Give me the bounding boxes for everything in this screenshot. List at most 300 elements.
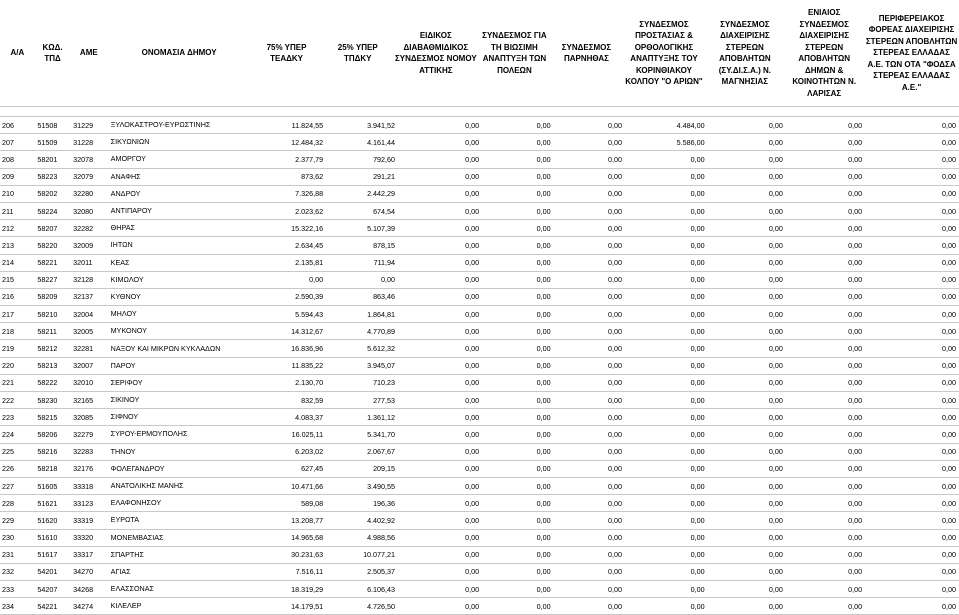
table-row — [0, 134, 959, 151]
cell-sustainable-cities: 0,00 — [482, 477, 553, 494]
cell-attica-association: 0,00 — [398, 202, 482, 219]
cell-ame: 32078 — [71, 151, 109, 168]
cell-sterea-fodsa: 0,00 — [865, 563, 959, 580]
cell-aa: 216 — [0, 288, 35, 305]
cell-larisa-waste: 0,00 — [786, 323, 865, 340]
cell-sustainable-cities: 0,00 — [482, 546, 553, 563]
cell-parnitha: 0,00 — [554, 340, 625, 357]
cell-larisa-waste: 0,00 — [786, 581, 865, 598]
cell-ame: 32128 — [71, 271, 109, 288]
cell-teadky: 14.179,51 — [254, 598, 326, 615]
cell-larisa-waste: 0,00 — [786, 271, 865, 288]
cell-tpdky: 792,60 — [326, 151, 398, 168]
cell-municipality-name: ΚΙΜΩΛΟΥ — [109, 271, 254, 288]
cell-aa: 208 — [0, 151, 35, 168]
table-row — [0, 151, 959, 168]
cell-sterea-fodsa: 0,00 — [865, 254, 959, 271]
cell-teadky: 2.634,45 — [254, 237, 326, 254]
cell-sterea-fodsa: 0,00 — [865, 237, 959, 254]
cell-sterea-fodsa: 0,00 — [865, 426, 959, 443]
data-table — [0, 116, 959, 615]
cell-attica-association: 0,00 — [398, 477, 482, 494]
cell-tpd-code: 51620 — [35, 512, 71, 529]
cell-larisa-waste: 0,00 — [786, 185, 865, 202]
cell-magnisia-waste: 0,00 — [708, 306, 786, 323]
cell-sustainable-cities: 0,00 — [482, 185, 553, 202]
cell-larisa-waste: 0,00 — [786, 426, 865, 443]
cell-ame: 33320 — [71, 529, 109, 546]
cell-sterea-fodsa: 0,00 — [865, 323, 959, 340]
cell-aa: 230 — [0, 529, 35, 546]
cell-ame: 32176 — [71, 460, 109, 477]
cell-sterea-fodsa: 0,00 — [865, 512, 959, 529]
cell-teadky: 15.322,16 — [254, 220, 326, 237]
cell-teadky: 18.319,29 — [254, 581, 326, 598]
cell-tpdky: 863,46 — [326, 288, 398, 305]
cell-municipality-name: ΣΙΚΥΩΝΙΩΝ — [109, 134, 254, 151]
cell-attica-association: 0,00 — [398, 460, 482, 477]
cell-magnisia-waste: 0,00 — [708, 357, 786, 374]
cell-ame: 32283 — [71, 443, 109, 460]
cell-korinthiakos-arion: 0,00 — [625, 529, 708, 546]
cell-municipality-name: ΕΥΡΩΤΑ — [109, 512, 254, 529]
cell-sustainable-cities: 0,00 — [482, 598, 553, 615]
cell-magnisia-waste: 0,00 — [708, 117, 786, 134]
cell-tpdky: 10.077,21 — [326, 546, 398, 563]
cell-attica-association: 0,00 — [398, 392, 482, 409]
cell-parnitha: 0,00 — [554, 460, 625, 477]
cell-larisa-waste: 0,00 — [786, 598, 865, 615]
cell-tpdky: 2.067,67 — [326, 443, 398, 460]
cell-korinthiakos-arion: 0,00 — [625, 340, 708, 357]
header-row — [0, 0, 959, 106]
cell-larisa-waste: 0,00 — [786, 409, 865, 426]
cell-tpd-code: 58220 — [35, 237, 71, 254]
table-row — [0, 392, 959, 409]
cell-korinthiakos-arion: 0,00 — [625, 220, 708, 237]
cell-magnisia-waste: 0,00 — [708, 546, 786, 563]
cell-municipality-name: ΚΥΘΝΟΥ — [109, 288, 254, 305]
cell-larisa-waste: 0,00 — [786, 495, 865, 512]
header-cell-sustainable-cities: ΣΥΝΔΕΣΜΟΣ ΓΙΑ ΤΗ ΒΙΩΣΙΜΗ ΑΝΑΠΤΥΞΗ ΤΩΝ ΠΟΛΕΩΝ — [482, 31, 547, 75]
cell-magnisia-waste: 0,00 — [708, 151, 786, 168]
cell-tpd-code: 58221 — [35, 254, 71, 271]
cell-parnitha: 0,00 — [554, 357, 625, 374]
cell-teadky: 2.130,70 — [254, 374, 326, 391]
cell-sterea-fodsa: 0,00 — [865, 477, 959, 494]
cell-teadky: 589,08 — [254, 495, 326, 512]
table-row — [0, 357, 959, 374]
header-cell-municipality-name: ΟΝΟΜΑΣΙΑ ΔΗΜΟΥ — [141, 48, 217, 58]
cell-tpd-code: 58224 — [35, 202, 71, 219]
cell-attica-association: 0,00 — [398, 288, 482, 305]
cell-ame: 34274 — [71, 598, 109, 615]
cell-larisa-waste: 0,00 — [786, 202, 865, 219]
cell-larisa-waste: 0,00 — [786, 460, 865, 477]
cell-larisa-waste: 0,00 — [786, 357, 865, 374]
cell-ame: 33318 — [71, 477, 109, 494]
cell-larisa-waste: 0,00 — [786, 340, 865, 357]
cell-ame: 33319 — [71, 512, 109, 529]
cell-attica-association: 0,00 — [398, 512, 482, 529]
cell-sustainable-cities: 0,00 — [482, 168, 553, 185]
cell-ame: 32004 — [71, 306, 109, 323]
cell-ame: 32279 — [71, 426, 109, 443]
cell-tpdky: 291,21 — [326, 168, 398, 185]
cell-sustainable-cities: 0,00 — [482, 323, 553, 340]
cell-parnitha: 0,00 — [554, 409, 625, 426]
cell-sterea-fodsa: 0,00 — [865, 409, 959, 426]
header-cell-sterea-fodsa: ΠΕΡΙΦΕΡΕΙΑΚΟΣ ΦΟΡΕΑΣ ΔΙΑΧΕΙΡΙΣΗΣ ΣΤΕΡΕΩΝ ΑΠΟΒΛΗΤΩΝ ΣΤΕΡΕΑΣ ΕΛΛΑΔΑΣ Α.Ε. ΤΩΝ ΟΤΑ "ΦΟΔΣΑ ΣΤΕΡΕΑΣ ΕΛΛΑΔΑΣ Α.Ε." — [865, 13, 958, 92]
cell-municipality-name: ΣΕΡΙΦΟΥ — [109, 374, 254, 391]
table-row — [0, 563, 959, 580]
cell-municipality-name: ΘΗΡΑΣ — [109, 220, 254, 237]
cell-ame: 32011 — [71, 254, 109, 271]
cell-tpd-code: 58218 — [35, 460, 71, 477]
cell-tpdky: 1.864,81 — [326, 306, 398, 323]
cell-teadky: 11.824,55 — [254, 117, 326, 134]
cell-attica-association: 0,00 — [398, 323, 482, 340]
table-row — [0, 237, 959, 254]
cell-aa: 219 — [0, 340, 35, 357]
cell-larisa-waste: 0,00 — [786, 168, 865, 185]
cell-tpdky: 3.941,52 — [326, 117, 398, 134]
header-separator — [0, 106, 959, 107]
cell-sustainable-cities: 0,00 — [482, 237, 553, 254]
cell-municipality-name: ΑΝΑΦΗΣ — [109, 168, 254, 185]
cell-ame: 32282 — [71, 220, 109, 237]
cell-teadky: 16.025,11 — [254, 426, 326, 443]
cell-attica-association: 0,00 — [398, 151, 482, 168]
table-row — [0, 254, 959, 271]
cell-parnitha: 0,00 — [554, 306, 625, 323]
cell-ame: 32137 — [71, 288, 109, 305]
cell-teadky: 627,45 — [254, 460, 326, 477]
cell-sustainable-cities: 0,00 — [482, 512, 553, 529]
cell-magnisia-waste: 0,00 — [708, 495, 786, 512]
header-cell-tpdky: 25% ΥΠΕΡ ΤΠΔΚΥ — [337, 42, 378, 63]
cell-attica-association: 0,00 — [398, 563, 482, 580]
cell-aa: 234 — [0, 598, 35, 615]
table-row — [0, 271, 959, 288]
cell-tpd-code: 51508 — [35, 117, 71, 134]
cell-tpdky: 710,23 — [326, 374, 398, 391]
cell-sustainable-cities: 0,00 — [482, 288, 553, 305]
cell-municipality-name: ΕΛΑΣΣΟΝΑΣ — [109, 581, 254, 598]
table-row — [0, 323, 959, 340]
cell-sustainable-cities: 0,00 — [482, 357, 553, 374]
cell-magnisia-waste: 0,00 — [708, 237, 786, 254]
table-row — [0, 495, 959, 512]
cell-parnitha: 0,00 — [554, 374, 625, 391]
cell-aa: 213 — [0, 237, 35, 254]
cell-tpd-code: 51621 — [35, 495, 71, 512]
cell-attica-association: 0,00 — [398, 134, 482, 151]
cell-korinthiakos-arion: 0,00 — [625, 185, 708, 202]
cell-tpd-code: 58201 — [35, 151, 71, 168]
cell-sustainable-cities: 0,00 — [482, 202, 553, 219]
cell-sterea-fodsa: 0,00 — [865, 202, 959, 219]
cell-larisa-waste: 0,00 — [786, 392, 865, 409]
cell-sterea-fodsa: 0,00 — [865, 598, 959, 615]
cell-larisa-waste: 0,00 — [786, 529, 865, 546]
cell-tpd-code: 58227 — [35, 271, 71, 288]
cell-sustainable-cities: 0,00 — [482, 374, 553, 391]
table-row — [0, 374, 959, 391]
cell-tpdky: 711,94 — [326, 254, 398, 271]
cell-tpdky: 4.726,50 — [326, 598, 398, 615]
cell-municipality-name: ΚΕΑΣ — [109, 254, 254, 271]
table-row — [0, 512, 959, 529]
cell-attica-association: 0,00 — [398, 443, 482, 460]
cell-tpdky: 3.490,55 — [326, 477, 398, 494]
cell-ame: 31228 — [71, 134, 109, 151]
cell-municipality-name: ΣΠΑΡΤΗΣ — [109, 546, 254, 563]
cell-municipality-name: ΝΑΞΟΥ ΚΑΙ ΜΙΚΡΩΝ ΚΥΚΛΑΔΩΝ — [109, 340, 254, 357]
cell-sterea-fodsa: 0,00 — [865, 168, 959, 185]
cell-tpdky: 277,53 — [326, 392, 398, 409]
cell-aa: 231 — [0, 546, 35, 563]
cell-sterea-fodsa: 0,00 — [865, 185, 959, 202]
cell-tpdky: 4.988,56 — [326, 529, 398, 546]
cell-teadky: 2.023,62 — [254, 202, 326, 219]
cell-parnitha: 0,00 — [554, 117, 625, 134]
cell-parnitha: 0,00 — [554, 477, 625, 494]
cell-parnitha: 0,00 — [554, 546, 625, 563]
cell-magnisia-waste: 0,00 — [708, 134, 786, 151]
cell-magnisia-waste: 0,00 — [708, 598, 786, 615]
cell-municipality-name: ΑΓΙΑΣ — [109, 563, 254, 580]
cell-aa: 229 — [0, 512, 35, 529]
cell-korinthiakos-arion: 0,00 — [625, 151, 708, 168]
cell-ame: 32007 — [71, 357, 109, 374]
cell-magnisia-waste: 0,00 — [708, 512, 786, 529]
cell-sustainable-cities: 0,00 — [482, 426, 553, 443]
cell-tpd-code: 58223 — [35, 168, 71, 185]
cell-tpd-code: 58230 — [35, 392, 71, 409]
cell-sterea-fodsa: 0,00 — [865, 546, 959, 563]
header-cell-attica-association: ΕΙΔΙΚΟΣ ΔΙΑΒΑΘΜΙΔΙΚΟΣ ΣΥΝΔΕΣΜΟΣ ΝΟΜΟΥ ΑΤΤΙΚΗΣ — [394, 31, 477, 75]
cell-sterea-fodsa: 0,00 — [865, 581, 959, 598]
cell-attica-association: 0,00 — [398, 117, 482, 134]
cell-teadky: 7.326,88 — [254, 185, 326, 202]
cell-magnisia-waste: 0,00 — [708, 409, 786, 426]
cell-magnisia-waste: 0,00 — [708, 271, 786, 288]
cell-attica-association: 0,00 — [398, 374, 482, 391]
cell-magnisia-waste: 0,00 — [708, 443, 786, 460]
cell-larisa-waste: 0,00 — [786, 477, 865, 494]
cell-attica-association: 0,00 — [398, 357, 482, 374]
cell-magnisia-waste: 0,00 — [708, 202, 786, 219]
cell-korinthiakos-arion: 0,00 — [625, 306, 708, 323]
cell-tpdky: 4.161,44 — [326, 134, 398, 151]
cell-tpd-code: 54221 — [35, 598, 71, 615]
cell-parnitha: 0,00 — [554, 443, 625, 460]
header-cell-aa: Α/Α — [10, 48, 25, 58]
cell-larisa-waste: 0,00 — [786, 288, 865, 305]
cell-sterea-fodsa: 0,00 — [865, 392, 959, 409]
cell-korinthiakos-arion: 0,00 — [625, 392, 708, 409]
cell-sustainable-cities: 0,00 — [482, 563, 553, 580]
cell-tpd-code: 58209 — [35, 288, 71, 305]
cell-parnitha: 0,00 — [554, 220, 625, 237]
cell-magnisia-waste: 0,00 — [708, 477, 786, 494]
cell-korinthiakos-arion: 0,00 — [625, 546, 708, 563]
cell-teadky: 2.590,39 — [254, 288, 326, 305]
cell-tpd-code: 58216 — [35, 443, 71, 460]
cell-tpdky: 878,15 — [326, 237, 398, 254]
cell-parnitha: 0,00 — [554, 598, 625, 615]
cell-sustainable-cities: 0,00 — [482, 134, 553, 151]
cell-tpd-code: 51509 — [35, 134, 71, 151]
cell-municipality-name: ΑΝΤΙΠΑΡΟΥ — [109, 202, 254, 219]
cell-aa: 220 — [0, 357, 35, 374]
cell-magnisia-waste: 0,00 — [708, 460, 786, 477]
cell-tpdky: 5.107,39 — [326, 220, 398, 237]
cell-teadky: 832,59 — [254, 392, 326, 409]
cell-attica-association: 0,00 — [398, 581, 482, 598]
cell-korinthiakos-arion: 5.586,00 — [625, 134, 708, 151]
cell-tpd-code: 51605 — [35, 477, 71, 494]
cell-teadky: 14.312,67 — [254, 323, 326, 340]
cell-aa: 224 — [0, 426, 35, 443]
cell-teadky: 2.377,79 — [254, 151, 326, 168]
cell-magnisia-waste: 0,00 — [708, 340, 786, 357]
cell-attica-association: 0,00 — [398, 598, 482, 615]
cell-korinthiakos-arion: 0,00 — [625, 426, 708, 443]
cell-sustainable-cities: 0,00 — [482, 581, 553, 598]
cell-ame: 31229 — [71, 117, 109, 134]
cell-larisa-waste: 0,00 — [786, 563, 865, 580]
cell-magnisia-waste: 0,00 — [708, 374, 786, 391]
cell-municipality-name: ΑΝΔΡΟΥ — [109, 185, 254, 202]
cell-ame: 33317 — [71, 546, 109, 563]
cell-sterea-fodsa: 0,00 — [865, 271, 959, 288]
table-row — [0, 185, 959, 202]
cell-sustainable-cities: 0,00 — [482, 340, 553, 357]
cell-magnisia-waste: 0,00 — [708, 529, 786, 546]
cell-sterea-fodsa: 0,00 — [865, 117, 959, 134]
table-row — [0, 581, 959, 598]
cell-tpdky: 674,54 — [326, 202, 398, 219]
cell-teadky: 10.471,66 — [254, 477, 326, 494]
cell-korinthiakos-arion: 0,00 — [625, 409, 708, 426]
cell-municipality-name: ΣΥΡΟΥ-ΕΡΜΟΥΠΟΛΗΣ — [109, 426, 254, 443]
cell-korinthiakos-arion: 0,00 — [625, 288, 708, 305]
cell-municipality-name: ΕΛΑΦΟΝΗΣΟΥ — [109, 495, 254, 512]
cell-aa: 212 — [0, 220, 35, 237]
header-cell-teadky: 75% ΥΠΕΡ ΤΕΑΔΚΥ — [266, 42, 307, 63]
cell-magnisia-waste: 0,00 — [708, 426, 786, 443]
cell-teadky: 6.203,02 — [254, 443, 326, 460]
cell-teadky: 0,00 — [254, 271, 326, 288]
cell-sustainable-cities: 0,00 — [482, 220, 553, 237]
cell-tpdky: 6.106,43 — [326, 581, 398, 598]
cell-attica-association: 0,00 — [398, 495, 482, 512]
cell-aa: 217 — [0, 306, 35, 323]
cell-tpd-code: 54207 — [35, 581, 71, 598]
table-row — [0, 477, 959, 494]
cell-magnisia-waste: 0,00 — [708, 323, 786, 340]
cell-korinthiakos-arion: 0,00 — [625, 443, 708, 460]
cell-aa: 218 — [0, 323, 35, 340]
cell-larisa-waste: 0,00 — [786, 443, 865, 460]
cell-attica-association: 0,00 — [398, 340, 482, 357]
cell-ame: 32009 — [71, 237, 109, 254]
table-row — [0, 443, 959, 460]
cell-ame: 32080 — [71, 202, 109, 219]
cell-sterea-fodsa: 0,00 — [865, 495, 959, 512]
cell-larisa-waste: 0,00 — [786, 306, 865, 323]
cell-tpdky: 196,36 — [326, 495, 398, 512]
cell-magnisia-waste: 0,00 — [708, 581, 786, 598]
header-cell-ame: ΑΜΕ — [79, 48, 98, 58]
cell-sterea-fodsa: 0,00 — [865, 374, 959, 391]
cell-municipality-name: ΜΟΝΕΜΒΑΣΙΑΣ — [109, 529, 254, 546]
cell-parnitha: 0,00 — [554, 288, 625, 305]
cell-tpd-code: 58207 — [35, 220, 71, 237]
cell-tpd-code: 58211 — [35, 323, 71, 340]
table-row — [0, 340, 959, 357]
cell-sustainable-cities: 0,00 — [482, 443, 553, 460]
cell-parnitha: 0,00 — [554, 237, 625, 254]
cell-sustainable-cities: 0,00 — [482, 460, 553, 477]
cell-ame: 34268 — [71, 581, 109, 598]
cell-sterea-fodsa: 0,00 — [865, 220, 959, 237]
cell-sustainable-cities: 0,00 — [482, 529, 553, 546]
cell-sustainable-cities: 0,00 — [482, 151, 553, 168]
cell-aa: 214 — [0, 254, 35, 271]
cell-attica-association: 0,00 — [398, 306, 482, 323]
cell-tpdky: 5.341,70 — [326, 426, 398, 443]
table-row — [0, 306, 959, 323]
cell-municipality-name: ΙΗΤΩΝ — [109, 237, 254, 254]
cell-parnitha: 0,00 — [554, 426, 625, 443]
cell-sterea-fodsa: 0,00 — [865, 306, 959, 323]
cell-ame: 32005 — [71, 323, 109, 340]
cell-larisa-waste: 0,00 — [786, 117, 865, 134]
cell-teadky: 873,62 — [254, 168, 326, 185]
header-cell-tpd-code: ΚΩΔ. ΤΠΔ — [42, 42, 63, 63]
table-row — [0, 598, 959, 615]
table-row — [0, 529, 959, 546]
cell-korinthiakos-arion: 0,00 — [625, 168, 708, 185]
cell-municipality-name: ΤΗΝΟΥ — [109, 443, 254, 460]
cell-aa: 223 — [0, 409, 35, 426]
cell-tpdky: 209,15 — [326, 460, 398, 477]
cell-larisa-waste: 0,00 — [786, 151, 865, 168]
table-row — [0, 546, 959, 563]
cell-tpd-code: 58213 — [35, 357, 71, 374]
cell-tpdky: 4.402,92 — [326, 512, 398, 529]
cell-municipality-name: ΜΥΚΟΝΟΥ — [109, 323, 254, 340]
cell-tpdky: 2.505,37 — [326, 563, 398, 580]
cell-parnitha: 0,00 — [554, 168, 625, 185]
cell-magnisia-waste: 0,00 — [708, 563, 786, 580]
table-row — [0, 426, 959, 443]
cell-municipality-name: ΚΙΛΕΛΕΡ — [109, 598, 254, 615]
cell-korinthiakos-arion: 0,00 — [625, 563, 708, 580]
cell-teadky: 30.231,63 — [254, 546, 326, 563]
cell-tpd-code: 54201 — [35, 563, 71, 580]
cell-teadky: 14.965,68 — [254, 529, 326, 546]
cell-parnitha: 0,00 — [554, 563, 625, 580]
cell-aa: 206 — [0, 117, 35, 134]
cell-sterea-fodsa: 0,00 — [865, 460, 959, 477]
cell-sustainable-cities: 0,00 — [482, 409, 553, 426]
cell-korinthiakos-arion: 0,00 — [625, 271, 708, 288]
cell-ame: 32085 — [71, 409, 109, 426]
